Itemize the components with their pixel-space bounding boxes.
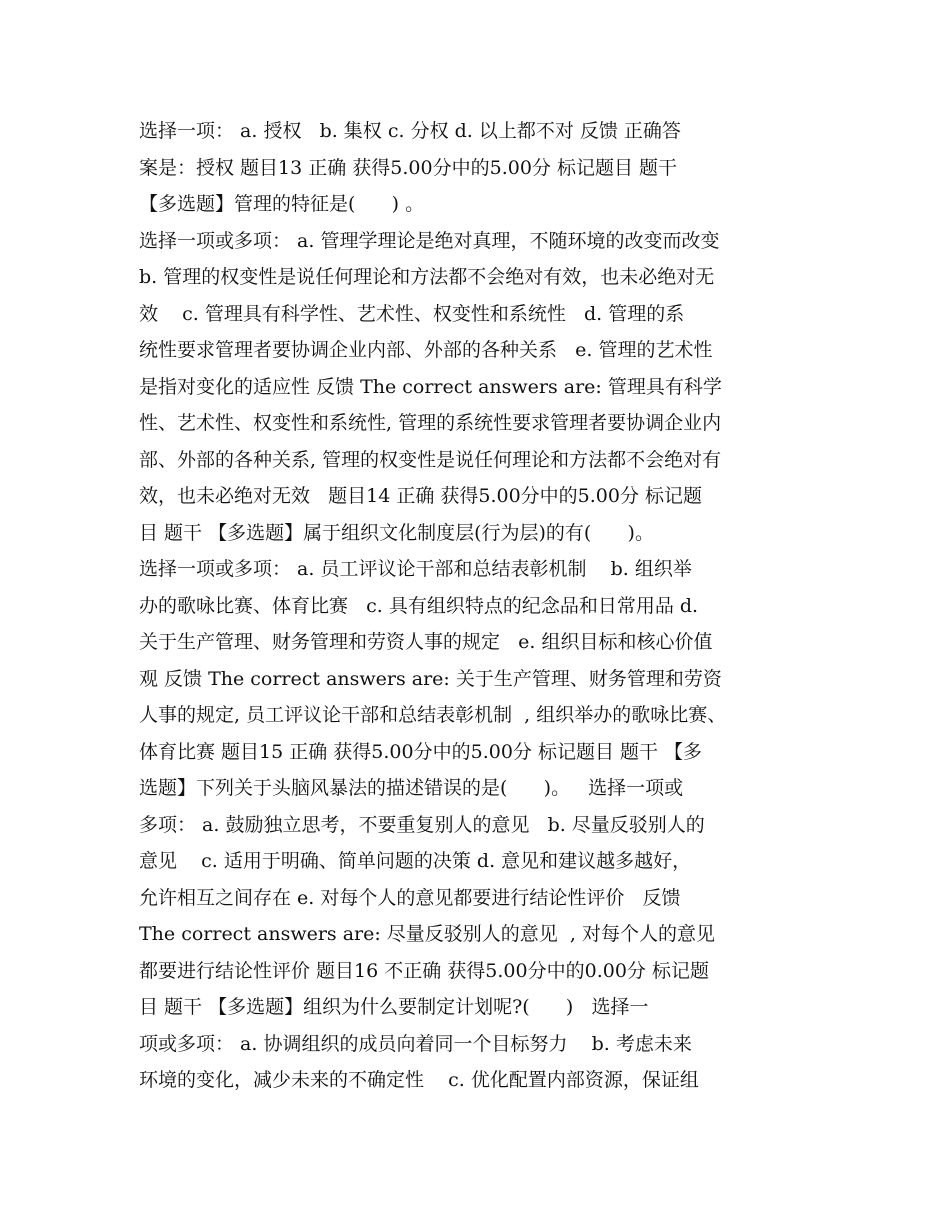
text-line: 目 题干 【多选题】属于组织文化制度层(行为层)的有( )。 [139, 521, 654, 544]
text-line: 项或多项： a. 协调组织的成员向着同一个目标努力 b. 考虑未来 [139, 1032, 692, 1055]
text-line: 案是：授权 题目13 正确 获得5.00分中的5.00分 标记题目 题干 [139, 156, 677, 179]
text-line: 多项： a. 鼓励独立思考，不要重复别人的意见 b. 尽量反驳别人的 [139, 813, 705, 836]
text-line: 选题】下列关于头脑风暴法的描述错误的是( )。 选择一项或 [139, 777, 684, 799]
text-line: 选择一项或多项： a. 管理学理论是绝对真理，不随环境的改变而改变 [139, 229, 720, 252]
text-line: 意见 c. 适用于明确、简单问题的决策 d. 意见和建议越多越好， [139, 850, 692, 872]
text-line: 部、外部的各种关系, 管理的权变性是说任何理论和方法都不会绝对有 [139, 448, 722, 471]
text-line: 关于生产管理、财务管理和劳资人事的规定 e. 组织目标和核心价值 [139, 631, 713, 653]
text-line: 观 反馈 The correct answers are: 关于生产管理、财务管理和劳资 [139, 667, 722, 690]
text-line: b. 管理的权变性是说任何理论和方法都不会绝对有效，也未必绝对无 [139, 266, 715, 288]
text-line: 是指对变化的适应性 反馈 The correct answers are: 管理具有科学 [139, 375, 722, 398]
text-line: 效 c. 管理具有科学性、艺术性、权变性和系统性 d. 管理的系 [139, 302, 685, 325]
text-line: 体育比赛 题目15 正确 获得5.00分中的5.00分 标记题目 题干 【多 [139, 740, 703, 763]
text-line: 选择一项或多项： a. 员工评议论干部和总结表彰机制 b. 组织举 [139, 558, 692, 580]
text-line: 环境的变化，减少未来的不确定性 c. 优化配置内部资源，保证组 [139, 1069, 699, 1091]
text-line: 选择一项： a. 授权 b. 集权 c. 分权 d. 以上都不对 反馈 正确答 [139, 120, 681, 142]
text-line: 效，也未必绝对无效 题目14 正确 获得5.00分中的5.00分 标记题 [139, 485, 703, 507]
body-text [139, 113, 839, 1099]
text-line: 统性要求管理者要协调企业内部、外部的各种关系 e. 管理的艺术性 [139, 339, 713, 361]
text-line: 允许相互之间存在 e. 对每个人的意见都要进行结论性评价 反馈 [139, 886, 681, 909]
text-line: 目 题干 【多选题】组织为什么要制定计划呢?( ) 选择一 [139, 996, 649, 1018]
text-line: 都要进行结论性评价 题目16 不正确 获得5.00分中的0.00分 标记题 [139, 959, 709, 982]
text-line: The correct answers are: 尽量反驳别人的意见 , 对每个人的意见 [139, 923, 715, 945]
text-line: 性、艺术性、权变性和系统性, 管理的系统性要求管理者要协调企业内 [139, 412, 722, 434]
text-line: 人事的规定, 员工评议论干部和总结表彰机制 , 组织举办的歌咏比赛、 [139, 704, 727, 726]
text-line: 【多选题】管理的特征是( ) 。 [139, 193, 425, 215]
text-line: 办的歌咏比赛、体育比赛 c. 具有组织特点的纪念品和日常用品 d. [139, 594, 699, 617]
